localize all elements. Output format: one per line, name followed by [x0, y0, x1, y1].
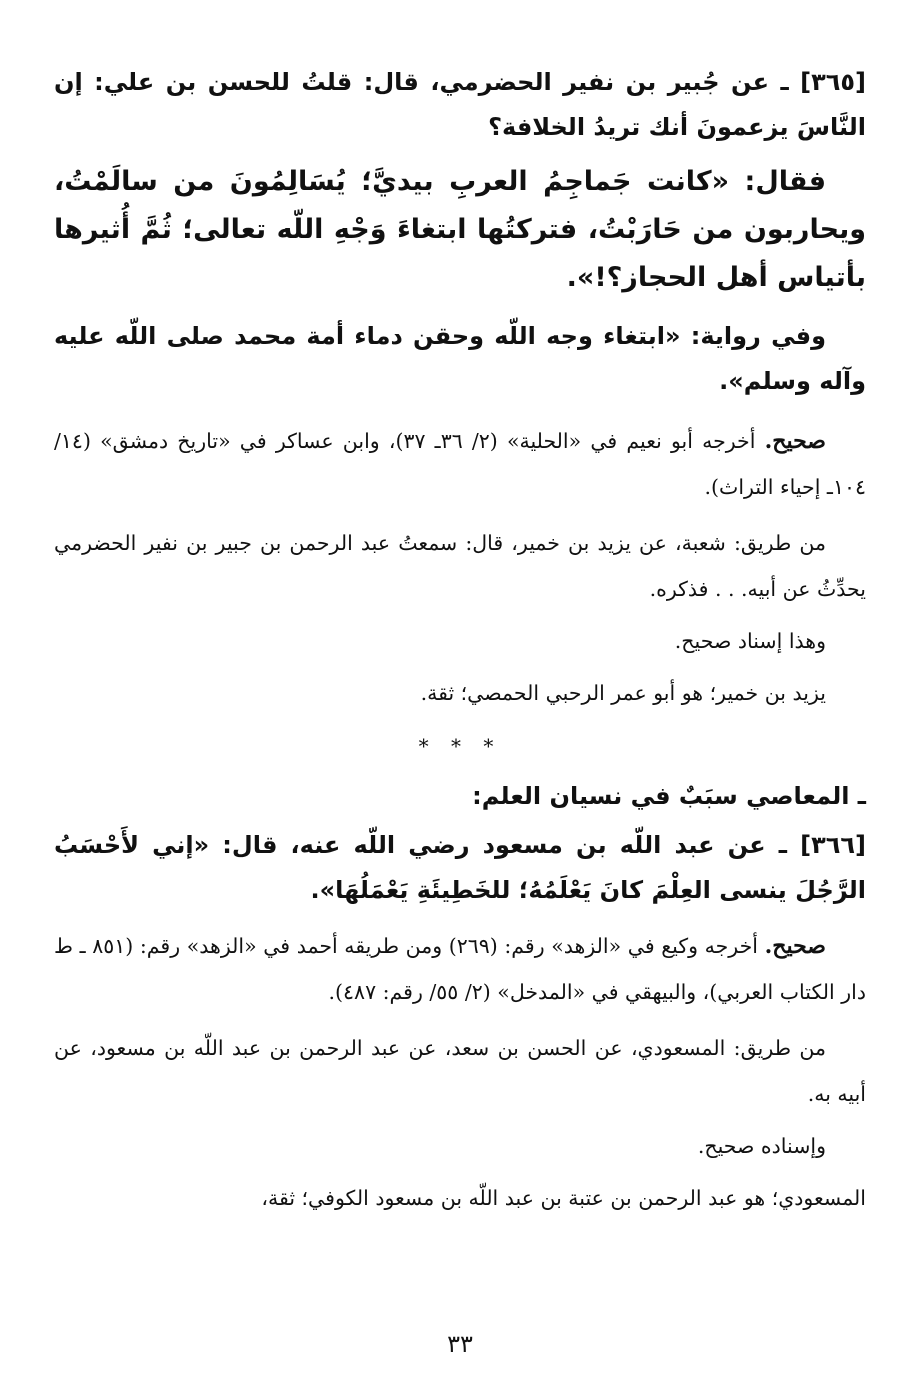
page-number: ٣٣: [447, 1330, 473, 1358]
hadith-365-chain: من طريق: شعبة، عن يزيد بن خمير، قال: سمعتُ عبد الرحمن بن جبير بن نفير الحضرمي يحدِّثُ عن أبيه. . . فذكره.: [54, 531, 866, 601]
hadith-366-takhrij-paragraph: [54, 923, 866, 1015]
hadith-365-narration: [٣٦٥] ـ عن جُبير بن نفير الحضرمي، قال: قلتُ للحسن بن علي: إن النَّاسَ يزعمونَ أنك تريدُ الخلافة؟: [54, 68, 866, 141]
section-heading: ـ المعاصي سبَبٌ في نسيان العلم:: [472, 782, 866, 810]
hadith-366-chain: من طريق: المسعودي، عن الحسن بن سعد، عن عبد الرحمن بن عبد اللّه بن مسعود، عن أبيه به.: [54, 1036, 866, 1106]
hadith-366-isnad: وإسناده صحيح.: [697, 1134, 826, 1158]
hadith-366-takhrij: أخرجه وكيع في «الزهد» رقم: (٢٦٩) ومن طريقه أحمد في «الزهد» رقم: (٨٥١ ـ ط دار الكتاب العربي)، والبيهقي في «المدخل» (٢/ ٥٥/ رقم: ٤٨٧).: [54, 934, 866, 1004]
hadith-366-narrator-note: المسعودي؛ هو عبد الرحمن بن عتبة بن عبد اللّه بن مسعود الكوفي؛ ثقة،: [261, 1186, 866, 1210]
hadith-366-narration: [٣٦٦] ـ عن عبد اللّه بن مسعود رضي اللّه عنه، قال: «إني لأَحْسَبُ الرَّجُلَ ينسى العِلْمَ كانَ يَعْلَمُهُ؛ للخَطِيئَةِ يَعْمَلُهَا».: [54, 831, 866, 904]
hadith-365-variant: وفي رواية: «ابتغاء وجه اللّه وحقن دماء أمة محمد صلى اللّه عليه وآله وسلم».: [54, 322, 866, 395]
hadith-365-takhrij-paragraph: [54, 418, 866, 510]
hadith-365-grade: صحيح.: [764, 428, 826, 454]
hadith-365-isnad: وهذا إسناد صحيح.: [674, 629, 826, 653]
section-separator: * * *: [418, 734, 502, 758]
hadith-365-reply: فقال: «كانت جَماجِمُ العربِ بيديَّ؛ يُسَالِمُونَ من سالَمْتُ، ويحاربون من حَارَبْتُ، فتركتُها ابتغاءَ وَجْهِ اللّه تعالى؛ ثُمَّ أُثيرها بأتياس أهل الحجاز؟!».: [54, 166, 866, 293]
hadith-365-narrator-note: يزيد بن خمير؛ هو أبو عمر الرحبي الحمصي؛ ثقة.: [420, 681, 826, 705]
hadith-365-takhrij: أخرجه أبو نعيم في «الحلية» (٢/ ٣٦ـ ٣٧)، وابن عساكر في «تاريخ دمشق» (١٤/ ١٠٤ـ إحياء التراث).: [54, 429, 866, 499]
hadith-366-grade: صحيح.: [764, 933, 826, 959]
